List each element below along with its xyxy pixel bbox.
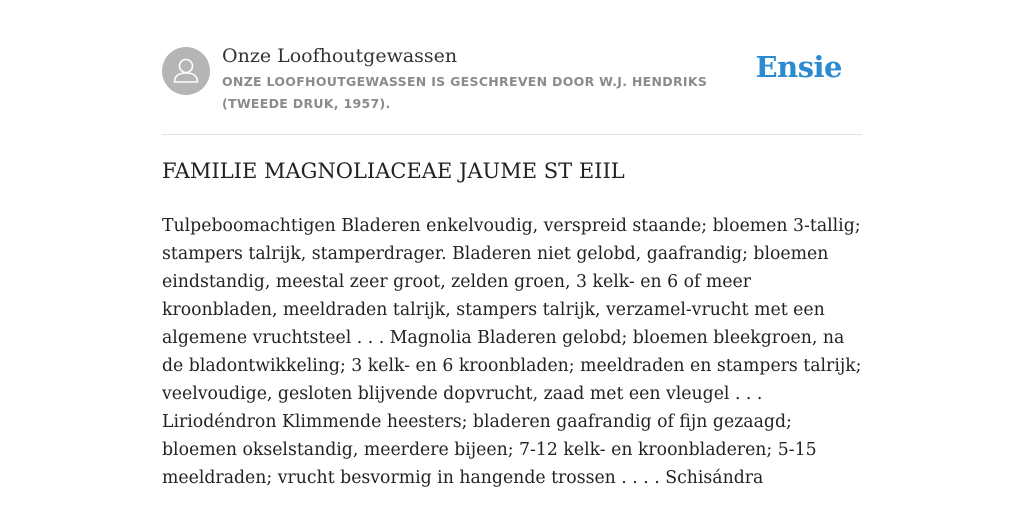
ensie-logo[interactable]: Ensie xyxy=(755,50,842,84)
article-title: FAMILIE MAGNOLIACEAE JAUME ST EIIL xyxy=(162,159,625,183)
page-container xyxy=(162,0,862,488)
avatar[interactable] xyxy=(162,47,210,95)
book-title[interactable]: Onze Loofhoutgewassen xyxy=(222,45,458,67)
user-icon xyxy=(162,47,210,95)
book-header xyxy=(162,0,862,135)
book-subtitle: ONZE LOOFHOUTGEWASSEN IS GESCHREVEN DOOR W.J. HENDRIKS (TWEEDE DRUK, 1957). xyxy=(222,74,708,111)
article-body: Tulpeboomachtigen Bladeren enkelvoudig, verspreid staande; bloemen 3-tallig; stampers talrijk, stamperdrager. Bladeren niet gelobd, gaafrandig; bloemen eindstandig, meestal zeer groot, zelden groen, 3 kelk- en 6 of meer kroonbladen, meeldraden talrijk, stampers talrijk, verzamel-vrucht met een algemene vruchtsteel . . . Magnolia Bladeren gelobd; bloemen bleekgroen, na de bladontwikkeling; 3 kelk- en 6 kroonbladen; meeldraden en stampers talrijk; veelvoudige, gesloten blijvende dopvrucht, zaad met een vleugel . . . Liriodéndron Klimmende heesters; bladeren gaafrandig of fijn gezaagd; bloemen okselstandig, meerdere bijeen; 7-12 kelk- en kroonbladeren; 5-15 meeldraden; vrucht besvormig in hangende trossen . . . . Schisándra xyxy=(162,216,862,488)
